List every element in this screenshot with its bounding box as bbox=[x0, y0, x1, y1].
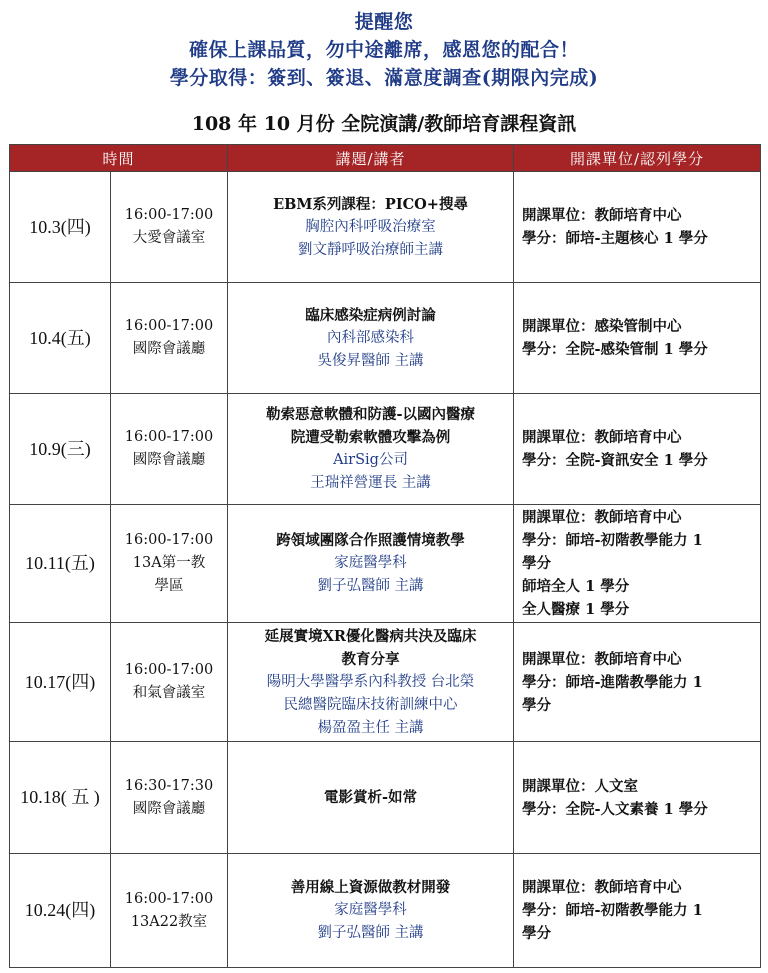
unit-line: 學分：全院-資訊安全 1 學分 bbox=[522, 452, 708, 469]
unit-cell bbox=[514, 505, 761, 623]
table-row bbox=[10, 283, 761, 394]
unit-line: 開課單位：教師培育中心 bbox=[522, 207, 682, 224]
notice-line-1: 提醒您 bbox=[354, 11, 414, 33]
topic-title: 臨床感染症病例討論 bbox=[305, 306, 436, 324]
time-line: 16:00-17:00 bbox=[124, 890, 214, 907]
speaker-line: 吳俊昇醫師 主講 bbox=[317, 352, 424, 369]
header-topic: 講題/講者 bbox=[228, 145, 514, 172]
unit-cell bbox=[514, 283, 761, 394]
unit-line: 開課單位：教師培育中心 bbox=[522, 879, 682, 896]
topic-title: 善用線上資源做教材開發 bbox=[290, 879, 451, 896]
table-row bbox=[10, 623, 761, 742]
topic-title: 跨領域團隊合作照護情境教學 bbox=[276, 532, 465, 549]
unit-line: 開課單位：感染管制中心 bbox=[522, 318, 682, 335]
page-title: 108 年 10 月份 全院演講/教師培育課程資訊 bbox=[191, 113, 577, 135]
unit-line: 師培全人 1 學分 bbox=[522, 578, 630, 595]
unit-cell bbox=[514, 854, 761, 968]
time-line: 16:00-17:00 bbox=[124, 429, 214, 445]
time-line: 16:00-17:00 bbox=[124, 318, 214, 334]
topic-title: 教育分享 bbox=[341, 650, 400, 668]
speaker-line: 陽明大學醫學系內科教授 台北榮 bbox=[266, 673, 475, 690]
speaker-line: 胸腔內科呼吸治療室 bbox=[305, 218, 436, 235]
course-schedule-table bbox=[9, 144, 761, 968]
header-time: 時間 bbox=[10, 145, 228, 172]
topic-cell bbox=[228, 172, 514, 283]
table-row bbox=[10, 505, 761, 623]
unit-line: 學分 bbox=[522, 555, 552, 572]
unit-line: 開課單位：教師培育中心 bbox=[522, 509, 682, 526]
speaker-line: 家庭醫學科 bbox=[334, 902, 407, 918]
unit-line: 學分：全院-人文素養 1 學分 bbox=[522, 800, 708, 818]
notice-line-2: 確保上課品質，勿中途離席，感恩您的配合！ bbox=[188, 39, 579, 61]
unit-line: 全人醫療 1 學分 bbox=[522, 601, 630, 618]
speaker-line: 民總醫院臨床技術訓練中心 bbox=[283, 696, 458, 713]
date-cell: 10.3(四) bbox=[10, 172, 111, 283]
topic-title: 勒索惡意軟體和防護-以國內醫療 bbox=[266, 406, 476, 423]
unit-line: 開課單位：人文室 bbox=[522, 777, 639, 795]
unit-cell bbox=[514, 623, 761, 742]
unit-cell bbox=[514, 172, 761, 283]
unit-line: 開課單位：教師培育中心 bbox=[522, 429, 682, 446]
time-cell bbox=[111, 623, 228, 742]
unit-cell bbox=[514, 394, 761, 505]
unit-line: 開課單位：教師培育中心 bbox=[522, 650, 682, 668]
speaker-line: 內科部感染科 bbox=[327, 329, 415, 346]
date-cell: 10.24(四) bbox=[10, 854, 111, 968]
table-row bbox=[10, 394, 761, 505]
time-cell bbox=[111, 505, 228, 623]
time-line: 13A第一教 bbox=[132, 555, 206, 571]
table-row bbox=[10, 172, 761, 283]
time-line: 16:00-17:00 bbox=[124, 662, 214, 678]
topic-cell bbox=[228, 854, 514, 968]
reminder-notice bbox=[0, 0, 768, 92]
topic-cell bbox=[228, 283, 514, 394]
time-cell bbox=[111, 283, 228, 394]
speaker-line: AirSig公司 bbox=[333, 452, 408, 468]
time-cell bbox=[111, 854, 228, 968]
date-cell: 10.11(五) bbox=[10, 505, 111, 623]
time-cell bbox=[111, 172, 228, 283]
time-line: 國際會議廳 bbox=[132, 452, 206, 468]
speaker-line: 楊盈盈主任 主講 bbox=[317, 719, 424, 736]
speaker-line: 劉子弘醫師 主講 bbox=[317, 578, 424, 594]
date-cell: 10.18( 五 ) bbox=[10, 742, 111, 854]
time-line: 16:00-17:00 bbox=[124, 207, 214, 223]
time-line: 大愛會議室 bbox=[132, 230, 206, 246]
unit-cell bbox=[514, 742, 761, 854]
unit-line: 學分：師培-主題核心 1 學分 bbox=[522, 230, 708, 247]
time-line: 16:30-17:30 bbox=[124, 777, 214, 794]
time-line: 和氣會議室 bbox=[132, 685, 206, 701]
table-header-row bbox=[10, 145, 761, 172]
time-cell bbox=[111, 742, 228, 854]
speaker-line: 劉文靜呼吸治療師主講 bbox=[298, 241, 444, 258]
topic-cell bbox=[228, 742, 514, 854]
unit-line: 學分：師培-初階教學能力 1 bbox=[522, 532, 703, 549]
time-line: 學區 bbox=[154, 578, 184, 594]
topic-cell bbox=[228, 394, 514, 505]
date-cell: 10.17(四) bbox=[10, 623, 111, 742]
speaker-line: 王瑞祥營運長 主講 bbox=[310, 475, 431, 491]
time-line: 國際會議廳 bbox=[132, 800, 206, 817]
table-row bbox=[10, 854, 761, 968]
topic-title: 延展實境XR優化醫病共決及臨床 bbox=[264, 627, 477, 645]
topic-title: 電影賞析-如常 bbox=[324, 789, 418, 806]
speaker-line: 家庭醫學科 bbox=[334, 555, 407, 571]
table-row bbox=[10, 742, 761, 854]
time-line: 16:00-17:00 bbox=[124, 532, 214, 548]
header-unit: 開課單位/認列學分 bbox=[514, 145, 761, 172]
unit-line: 學分：師培-進階教學能力 1 bbox=[522, 673, 703, 691]
time-cell bbox=[111, 394, 228, 505]
topic-title: EBM系列課程：PICO+搜尋 bbox=[273, 195, 468, 213]
time-line: 13A22教室 bbox=[130, 913, 208, 930]
unit-line: 學分：全院-感染管制 1 學分 bbox=[522, 341, 708, 358]
topic-title: 院遭受勒索軟體攻擊為例 bbox=[290, 429, 451, 446]
date-cell: 10.9(三) bbox=[10, 394, 111, 505]
notice-line-3: 學分取得：簽到、簽退、滿意度調查(期限內完成) bbox=[169, 67, 599, 89]
date-cell: 10.4(五) bbox=[10, 283, 111, 394]
unit-line: 學分：師培-初階教學能力 1 bbox=[522, 902, 703, 919]
time-line: 國際會議廳 bbox=[132, 341, 206, 357]
speaker-line: 劉子弘醫師 主講 bbox=[317, 925, 424, 941]
unit-line: 學分 bbox=[522, 925, 552, 942]
topic-cell bbox=[228, 623, 514, 742]
topic-cell bbox=[228, 505, 514, 623]
unit-line: 學分 bbox=[522, 696, 552, 714]
